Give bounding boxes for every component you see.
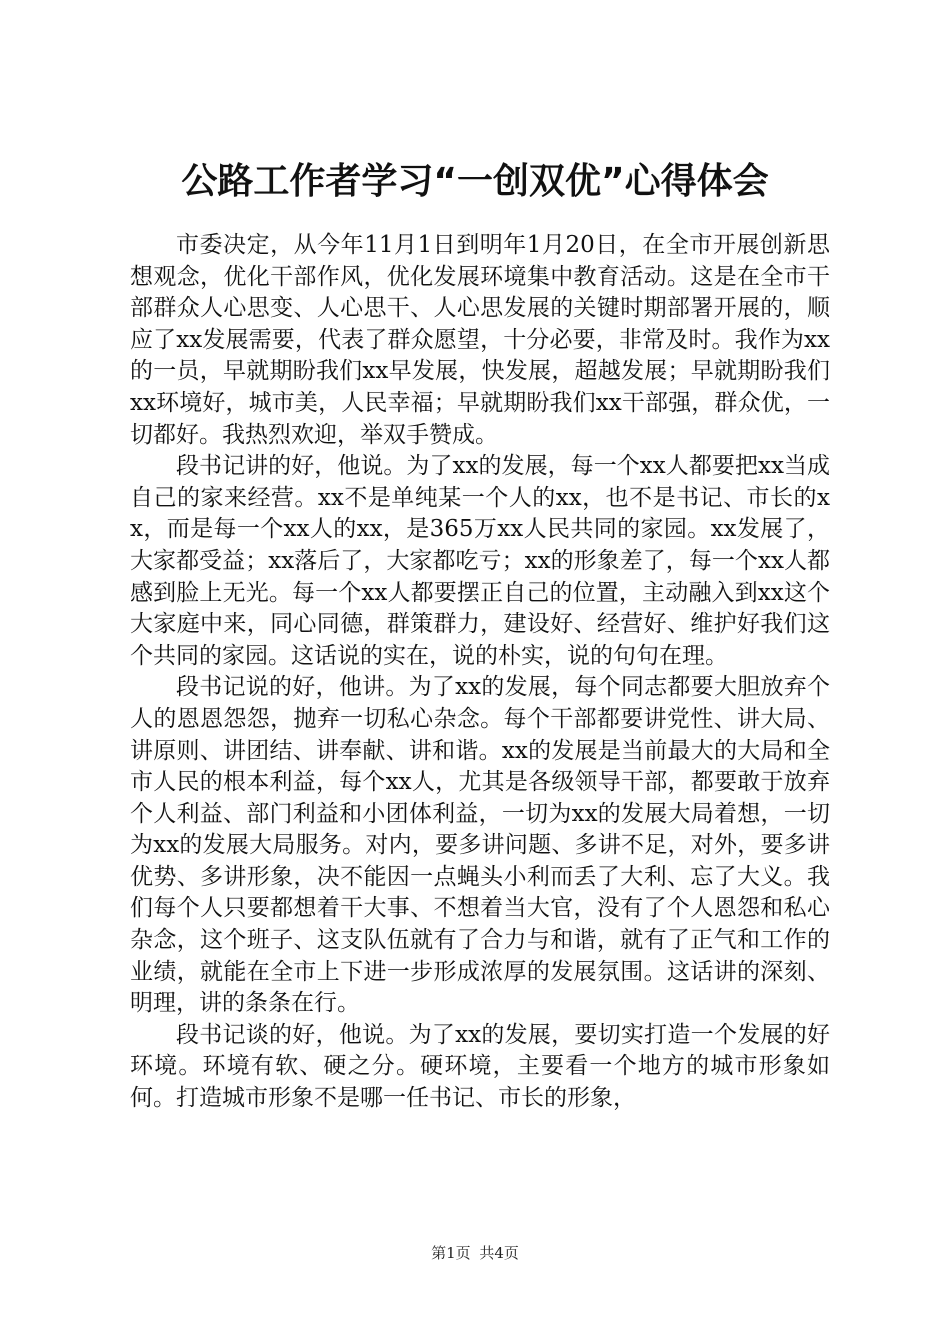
page-total: 共4页	[479, 1244, 519, 1262]
paragraph-4: 段书记谈的好，他说。为了xx的发展，要切实打造一个发展的好环境。环境有软、硬之分。硬环境，主要看一个地方的城市形象如何。打造城市形象不是哪一任书记、市长的形象，	[130, 1021, 830, 1112]
paragraph-1: 市委决定，从今年11月1日到明年1月20日，在全市开展创新思想观念，优化干部作风，优化发展环境集中教育活动。这是在全市干部群众人心思变、人心思干、人心思发展的关键时期部署开展的，顺应了xx发展需要，代表了群众愿望，十分必要，非常及时。我作为xx的一员，早就期盼我们xx早发展，快发展，超越发展；早就期盼我们xx环境好，城市美，人民幸福；早就期盼我们xx干部强，群众优，一切都好。我热烈欢迎，举双手赞成。	[130, 232, 830, 448]
paragraph-2: 段书记讲的好，他说。为了xx的发展，每一个xx人都要把xx当成自己的家来经营。xx不是单纯某一个人的xx，也不是书记、市长的xx，而是每一个xx人的xx，是365万xx人民共同的家园。xx发展了，大家都受益；xx落后了，大家都吃亏；xx的形象差了，每一个xx人都感到脸上无光。每一个xx人都要摆正自己的位置，主动融入到xx这个大家庭中来，同心同德，群策群力，建设好、经营好、维护好我们这个共同的家园。这话说的实在，说的朴实，说的句句在理。	[130, 453, 830, 669]
page-number: 第1页	[431, 1244, 471, 1262]
page-footer	[0, 1243, 950, 1263]
document-title: 公路工作者学习“一创双优”心得体会	[181, 161, 769, 202]
document-body	[130, 230, 830, 1115]
paragraph-3: 段书记说的好，他讲。为了xx的发展，每个同志都要大胆放弃个人的恩恩怨怨，抛弃一切私心杂念。每个干部都要讲党性、讲大局、讲原则、讲团结、讲奉献、讲和谐。xx的发展是当前最大的大局和全市人民的根本利益，每个xx人，尤其是各级领导干部，都要敢于放弃个人利益、部门利益和小团体利益，一切为xx的发展大局着想，一切为xx的发展大局服务。对内，要多讲问题、多讲不足，对外，要多讲优势、多讲形象，决不能因一点蝇头小利而丢了大利、忘了大义。我们每个人只要都想着干大事、不想着当大官，没有了个人恩怨和私心杂念，这个班子、这支队伍就有了合力与和谐，就有了正气和工作的业绩，就能在全市上下进一步形成浓厚的发展氛围。这话讲的深刻、明理，讲的条条在行。	[130, 674, 830, 1017]
